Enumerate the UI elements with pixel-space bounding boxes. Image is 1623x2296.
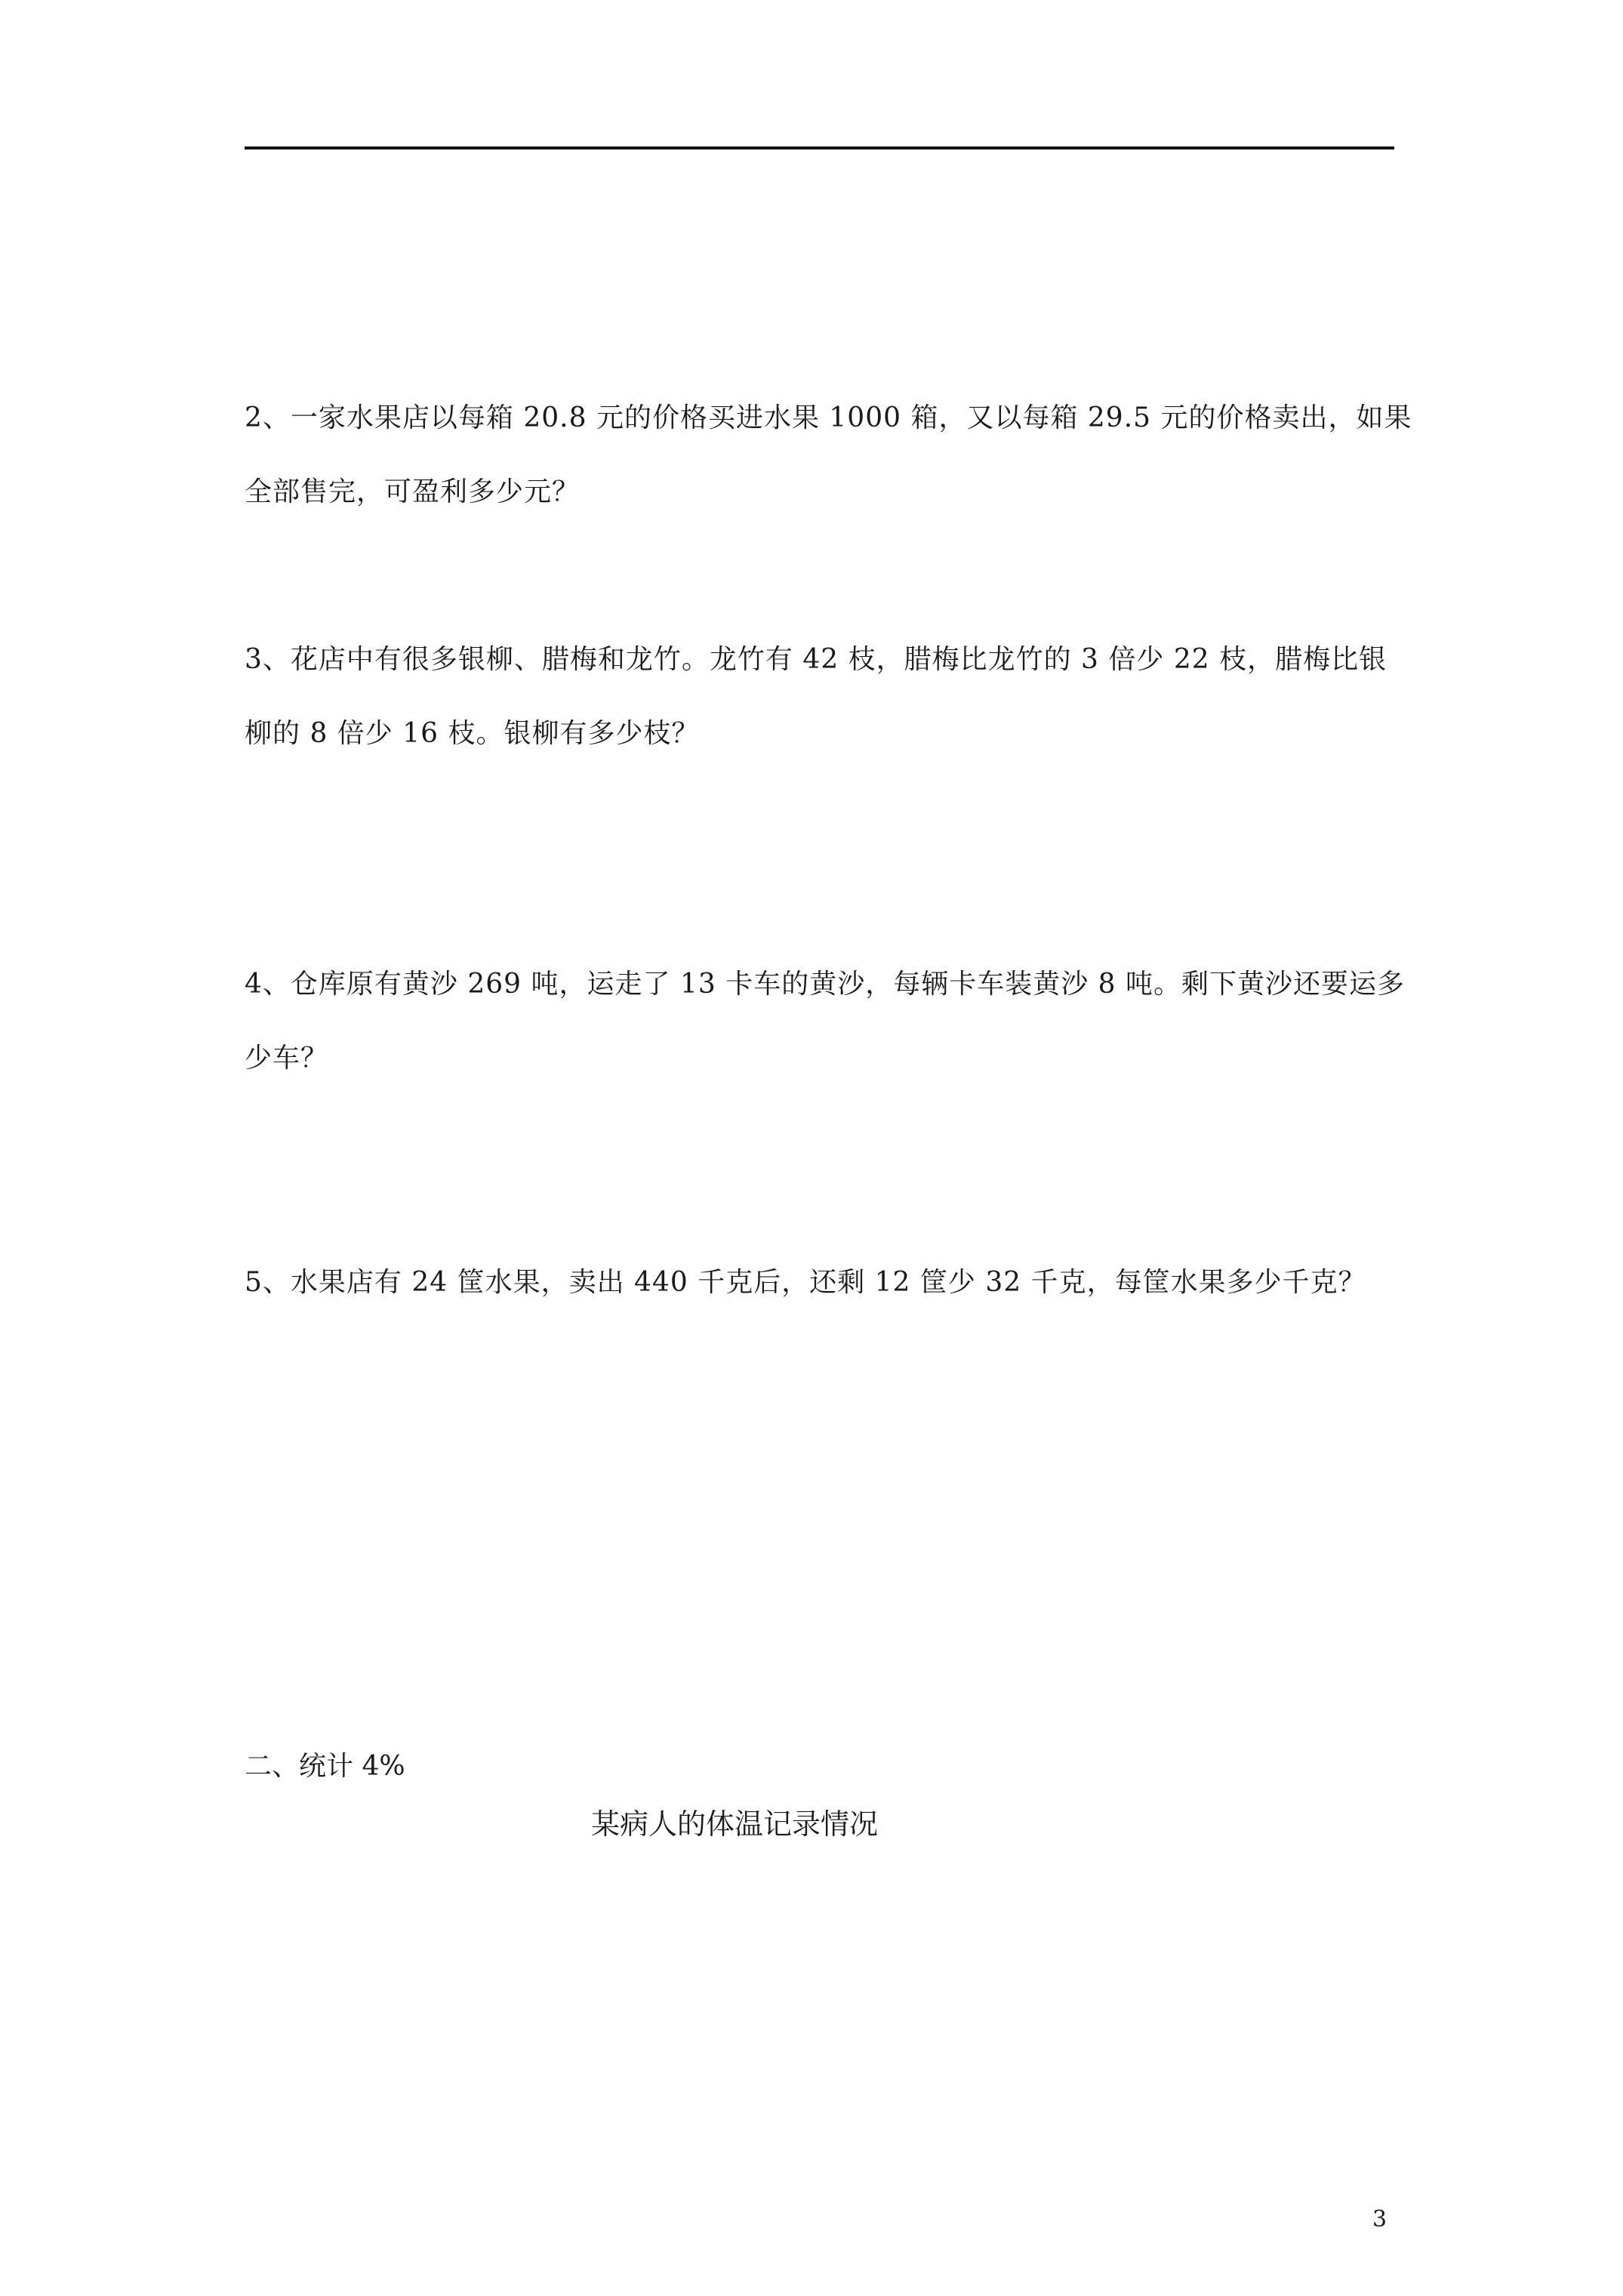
problem-5 <box>245 1246 1400 1320</box>
problem-3-line-2: 柳的 8 倍少 16 枝。银柳有多少枝？ <box>245 718 700 749</box>
problem-4 <box>245 948 1405 1096</box>
section-heading: 二、统计 4% <box>245 1751 405 1782</box>
problem-2-line-2: 全部售完，可盈利多少元？ <box>245 476 581 507</box>
problem-5-line-1: 5、水果店有 24 筐水果，卖出 440 千克后，还剩 12 筐少 32 千克，每筐水果多少千克？ <box>245 1267 1366 1298</box>
header-rule <box>245 146 1394 149</box>
page-number: 3 <box>1372 2206 1387 2233</box>
problem-4-line-1: 4、仓库原有黄沙 269 吨，运走了 13 卡车的黄沙，每辆卡车装黄沙 8 吨。剩下黄沙还要运多 <box>245 969 1405 1000</box>
chart-title: 某病人的体温记录情况 <box>591 1808 879 1841</box>
problem-2 <box>245 381 1412 529</box>
problem-4-line-2: 少车？ <box>245 1043 329 1074</box>
problem-2-line-1: 2、一家水果店以每箱 20.8 元的价格买进水果 1000 箱，又以每箱 29.5 元的价格卖出，如果 <box>245 402 1412 433</box>
problem-3 <box>245 623 1400 771</box>
problem-3-line-1: 3、花店中有很多银柳、腊梅和龙竹。龙竹有 42 枝，腊梅比龙竹的 3 倍少 22 枝，腊梅比银 <box>245 644 1387 675</box>
